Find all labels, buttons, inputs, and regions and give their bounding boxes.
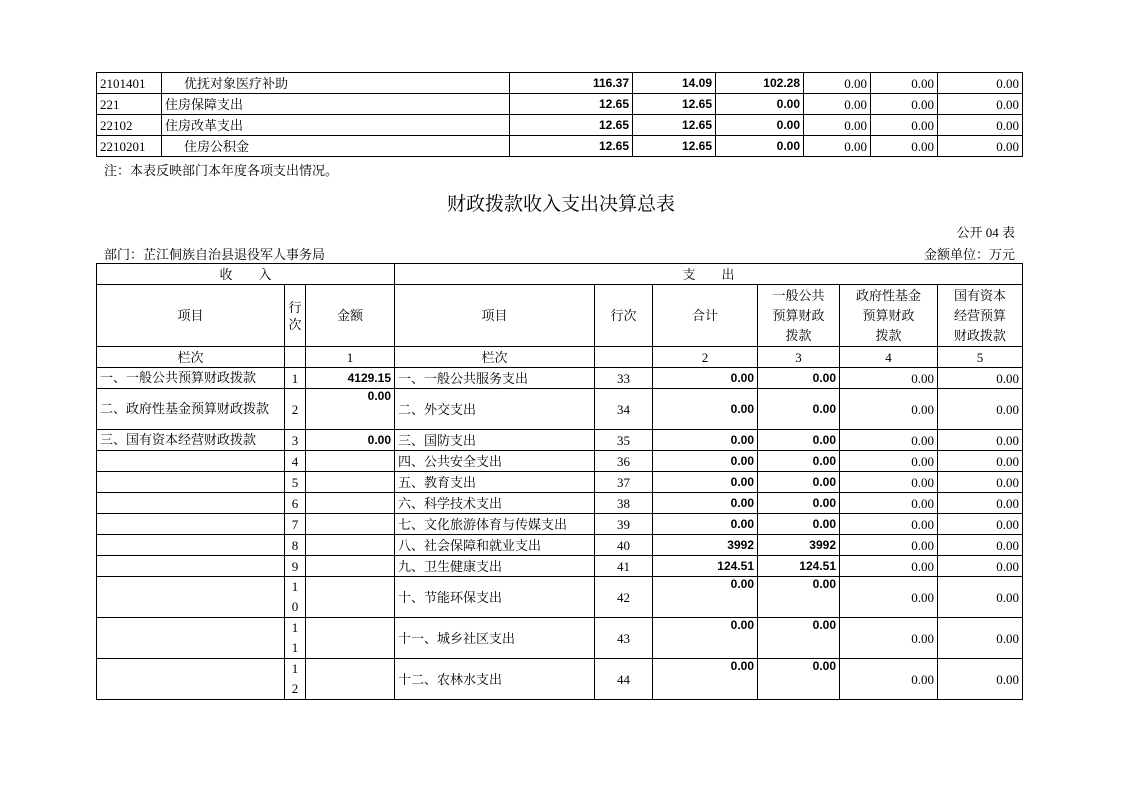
income-amount: 4129.15 — [306, 368, 395, 389]
expense-row-no: 34 — [595, 389, 653, 430]
expense-item: 十、节能环保支出 — [395, 577, 595, 618]
general-budget-value: 0.00 — [758, 659, 840, 700]
row-no-digit: 9 — [291, 558, 299, 574]
state-capital-value: 0.00 — [938, 493, 1023, 514]
general-budget-value: 3992 — [758, 535, 840, 556]
income-item: 一、一般公共预算财政拨款 — [97, 368, 285, 389]
income-amount — [306, 472, 395, 493]
income-item — [97, 493, 285, 514]
total-value: 0.00 — [653, 659, 758, 700]
expense-row-no: 41 — [595, 556, 653, 577]
col6-value: 0.00 — [938, 94, 1023, 115]
subject-name: 住房公积金 — [162, 136, 510, 157]
fund-value: 0.00 — [840, 368, 938, 389]
state-capital-value: 0.00 — [938, 430, 1023, 451]
fund-value: 0.00 — [840, 577, 938, 618]
state-capital-value: 0.00 — [938, 535, 1023, 556]
table-row — [97, 472, 1023, 493]
expense-item: 一、一般公共服务支出 — [395, 368, 595, 389]
row-no-digit: 1 — [291, 579, 299, 594]
col6-value: 0.00 — [938, 115, 1023, 136]
col-label: 栏次 — [97, 347, 285, 368]
income-row-no — [285, 368, 306, 389]
header-row-section — [97, 264, 1023, 285]
income-row-no — [285, 577, 306, 618]
fund-value: 0.00 — [840, 389, 938, 430]
column-number-row — [97, 347, 1023, 368]
row-no-digit: 6 — [291, 495, 299, 511]
fund-value: 0.00 — [840, 430, 938, 451]
table-note: 注：本表反映部门本年度各项支出情况。 — [104, 163, 339, 178]
income-amount — [306, 618, 395, 659]
subject-code: 22102 — [97, 115, 162, 136]
unit-label: 金额单位：万元 — [923, 247, 1015, 262]
expense-item: 九、卫生健康支出 — [395, 556, 595, 577]
row-no-digit: 1 — [291, 640, 299, 655]
income-item — [97, 451, 285, 472]
amount-header: 金额 — [306, 285, 395, 347]
row-no-digit: 2 — [291, 681, 299, 696]
table-row — [97, 451, 1023, 472]
income-item — [97, 556, 285, 577]
table-row — [97, 577, 1023, 618]
row-no-digit: 3 — [291, 432, 299, 448]
total-value: 3992 — [653, 535, 758, 556]
fund-value: 0.00 — [840, 493, 938, 514]
project-value: 0.00 — [716, 115, 804, 136]
basic-value: 12.65 — [633, 136, 716, 157]
income-amount — [306, 577, 395, 618]
total-value: 0.00 — [653, 430, 758, 451]
state-capital-value: 0.00 — [938, 556, 1023, 577]
fund-budget-header: 政府性基金 预算财政 拨款 — [840, 285, 938, 347]
expense-row-no: 42 — [595, 577, 653, 618]
state-capital-value: 0.00 — [938, 659, 1023, 700]
header-row-columns — [97, 285, 1023, 347]
general-budget-value: 124.51 — [758, 556, 840, 577]
expense-row-no: 38 — [595, 493, 653, 514]
expense-row-no: 44 — [595, 659, 653, 700]
income-row-no — [285, 451, 306, 472]
general-budget-value: 0.00 — [758, 451, 840, 472]
row-no-digit: 7 — [291, 516, 299, 532]
table-row — [97, 73, 1023, 94]
general-budget-value: 0.00 — [758, 577, 840, 618]
row-no-digit: 1 — [291, 370, 299, 386]
basic-value: 14.09 — [633, 73, 716, 94]
expense-item-header: 项目 — [395, 285, 595, 347]
expense-row-no: 39 — [595, 514, 653, 535]
subject-code: 2210201 — [97, 136, 162, 157]
income-rowno-header: 行 次 — [285, 285, 306, 347]
blank-cell — [285, 347, 306, 368]
expense-item: 二、外交支出 — [395, 389, 595, 430]
income-amount — [306, 659, 395, 700]
table-row — [97, 94, 1023, 115]
subject-name: 住房改革支出 — [162, 115, 510, 136]
col4-value: 0.00 — [804, 115, 871, 136]
expense-item: 八、社会保障和就业支出 — [395, 535, 595, 556]
income-row-no — [285, 472, 306, 493]
subject-code: 221 — [97, 94, 162, 115]
expense-row-no: 33 — [595, 368, 653, 389]
col4-value: 0.00 — [804, 136, 871, 157]
subject-name: 住房保障支出 — [162, 94, 510, 115]
subject-code: 2101401 — [97, 73, 162, 94]
state-capital-value: 0.00 — [938, 618, 1023, 659]
fund-value: 0.00 — [840, 556, 938, 577]
fund-value: 0.00 — [840, 472, 938, 493]
row-no-digit: 5 — [291, 474, 299, 490]
col-1: 1 — [306, 347, 395, 368]
income-row-no — [285, 430, 306, 451]
total-header: 合计 — [653, 285, 758, 347]
project-value: 0.00 — [716, 94, 804, 115]
project-value: 0.00 — [716, 136, 804, 157]
total-value: 124.51 — [653, 556, 758, 577]
total-value: 12.65 — [510, 136, 633, 157]
income-amount: 0.00 — [306, 430, 395, 451]
col5-value: 0.00 — [871, 115, 938, 136]
state-capital-value: 0.00 — [938, 389, 1023, 430]
general-budget-value: 0.00 — [758, 493, 840, 514]
basic-value: 12.65 — [633, 94, 716, 115]
col4-value: 0.00 — [804, 73, 871, 94]
expense-row-no: 37 — [595, 472, 653, 493]
table-row — [97, 115, 1023, 136]
col5-value: 0.00 — [871, 136, 938, 157]
summary-table — [96, 263, 1023, 700]
expense-item: 七、文化旅游体育与传媒支出 — [395, 514, 595, 535]
income-header: 收 入 — [97, 264, 395, 285]
department-label: 部门：芷江侗族自治县退役军人事务局 — [104, 247, 326, 262]
income-item: 三、国有资本经营财政拨款 — [97, 430, 285, 451]
table-row — [97, 389, 1023, 430]
income-item — [97, 535, 285, 556]
income-item — [97, 472, 285, 493]
expense-item: 三、国防支出 — [395, 430, 595, 451]
income-row-no — [285, 659, 306, 700]
expense-detail-table — [96, 72, 1023, 157]
row-no-digit: 4 — [291, 453, 299, 469]
table-code: 公开 04 表 — [956, 225, 1015, 240]
state-capital-header: 国有资本 经营预算 财政拨款 — [938, 285, 1023, 347]
table-row — [97, 514, 1023, 535]
income-row-no — [285, 493, 306, 514]
expense-row-no: 35 — [595, 430, 653, 451]
total-value: 12.65 — [510, 94, 633, 115]
col-2: 2 — [653, 347, 758, 368]
state-capital-value: 0.00 — [938, 472, 1023, 493]
income-amount — [306, 556, 395, 577]
income-amount — [306, 493, 395, 514]
fund-value: 0.00 — [840, 618, 938, 659]
expense-item: 十二、农林水支出 — [395, 659, 595, 700]
income-amount — [306, 514, 395, 535]
total-value: 0.00 — [653, 514, 758, 535]
expense-item: 五、教育支出 — [395, 472, 595, 493]
row-no-digit: 0 — [291, 599, 299, 614]
expense-item: 四、公共安全支出 — [395, 451, 595, 472]
total-value: 116.37 — [510, 73, 633, 94]
total-value: 0.00 — [653, 472, 758, 493]
general-budget-value: 0.00 — [758, 430, 840, 451]
col5-value: 0.00 — [871, 73, 938, 94]
expense-item: 六、科学技术支出 — [395, 493, 595, 514]
table-row — [97, 493, 1023, 514]
income-row-no — [285, 556, 306, 577]
state-capital-value: 0.00 — [938, 577, 1023, 618]
row-no-digit: 1 — [291, 661, 299, 676]
col5-value: 0.00 — [871, 94, 938, 115]
fund-value: 0.00 — [840, 451, 938, 472]
general-budget-value: 0.00 — [758, 368, 840, 389]
income-item — [97, 514, 285, 535]
income-amount — [306, 535, 395, 556]
col4-value: 0.00 — [804, 94, 871, 115]
income-row-no — [285, 618, 306, 659]
fund-value: 0.00 — [840, 514, 938, 535]
general-budget-value: 0.00 — [758, 618, 840, 659]
blank-cell — [595, 347, 653, 368]
fund-value: 0.00 — [840, 535, 938, 556]
expense-row-no: 36 — [595, 451, 653, 472]
subject-name: 优抚对象医疗补助 — [162, 73, 510, 94]
total-value: 0.00 — [653, 618, 758, 659]
state-capital-value: 0.00 — [938, 451, 1023, 472]
income-amount — [306, 451, 395, 472]
general-budget-header: 一般公共 预算财政 拨款 — [758, 285, 840, 347]
total-value: 0.00 — [653, 577, 758, 618]
general-budget-value: 0.00 — [758, 472, 840, 493]
table-row — [97, 556, 1023, 577]
col-label-2: 栏次 — [395, 347, 595, 368]
table-row — [97, 659, 1023, 700]
total-value: 0.00 — [653, 451, 758, 472]
expense-header: 支 出 — [395, 264, 1023, 285]
income-item — [97, 577, 285, 618]
income-row-no — [285, 389, 306, 430]
expense-rowno-header: 行次 — [595, 285, 653, 347]
expense-item: 十一、城乡社区支出 — [395, 618, 595, 659]
col-3: 3 — [758, 347, 840, 368]
col6-value: 0.00 — [938, 73, 1023, 94]
table-row — [97, 430, 1023, 451]
expense-row-no: 43 — [595, 618, 653, 659]
expense-row-no: 40 — [595, 535, 653, 556]
state-capital-value: 0.00 — [938, 514, 1023, 535]
income-row-no — [285, 535, 306, 556]
total-value: 0.00 — [653, 493, 758, 514]
row-no-digit: 1 — [291, 620, 299, 635]
general-budget-value: 0.00 — [758, 514, 840, 535]
row-no-digit: 8 — [291, 537, 299, 553]
table-row — [97, 535, 1023, 556]
table-row — [97, 368, 1023, 389]
income-item: 二、政府性基金预算财政拨款 — [97, 389, 285, 430]
col6-value: 0.00 — [938, 136, 1023, 157]
col-5: 5 — [938, 347, 1023, 368]
total-value: 12.65 — [510, 115, 633, 136]
income-item-header: 项目 — [97, 285, 285, 347]
fund-value: 0.00 — [840, 659, 938, 700]
general-budget-value: 0.00 — [758, 389, 840, 430]
state-capital-value: 0.00 — [938, 368, 1023, 389]
income-item — [97, 618, 285, 659]
page-title: 财政拨款收入支出决算总表 — [446, 194, 675, 215]
table-row — [97, 618, 1023, 659]
income-amount: 0.00 — [306, 389, 395, 430]
col-4: 4 — [840, 347, 938, 368]
total-value: 0.00 — [653, 389, 758, 430]
table-row — [97, 136, 1023, 157]
income-item — [97, 659, 285, 700]
income-row-no — [285, 514, 306, 535]
basic-value: 12.65 — [633, 115, 716, 136]
total-value: 0.00 — [653, 368, 758, 389]
row-no-digit: 2 — [291, 401, 299, 417]
project-value: 102.28 — [716, 73, 804, 94]
